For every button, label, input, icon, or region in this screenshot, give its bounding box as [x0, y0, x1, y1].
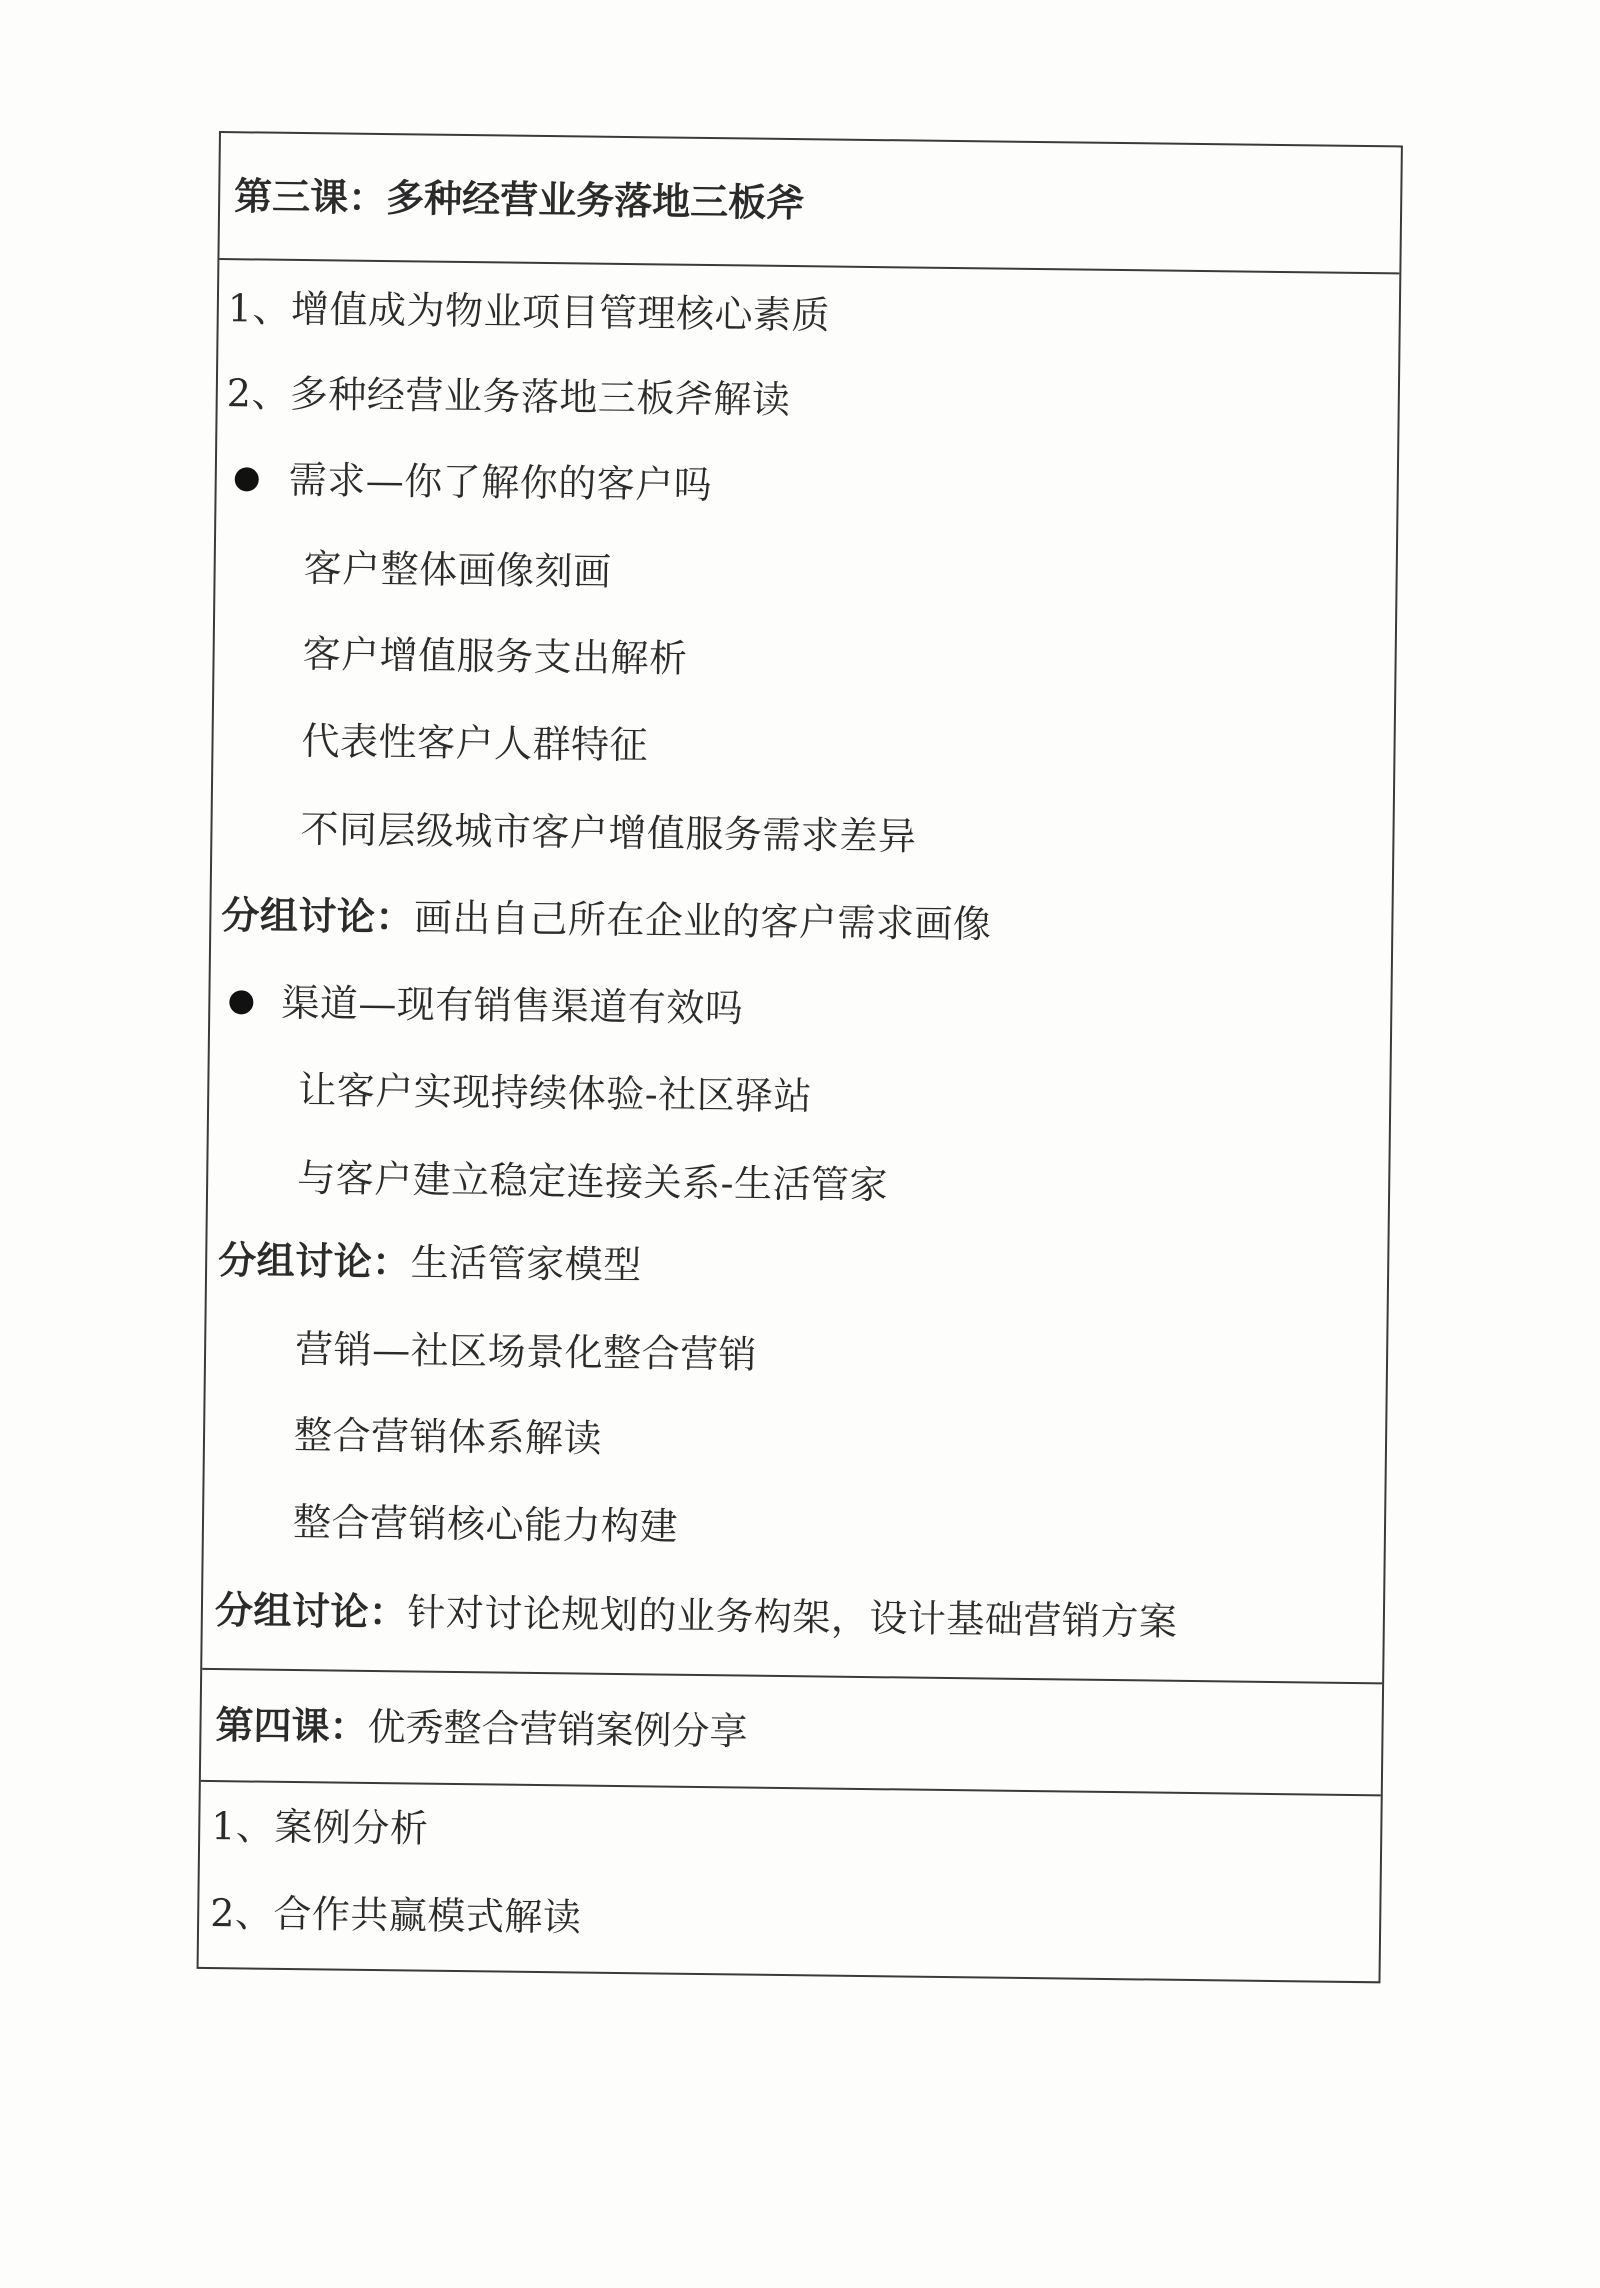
lesson-3-header: [219, 133, 1400, 274]
bullet-item: 需求—你了解你的客户吗: [288, 457, 713, 508]
sub-item: 营销—社区场景化整合营销: [294, 1327, 758, 1377]
lesson-label: 第四课：: [215, 1702, 368, 1749]
discussion-item: [215, 1588, 1178, 1644]
lesson-4-title: [215, 1703, 748, 1753]
lesson-title-text: 多种经营业务落地三板: [385, 174, 767, 225]
lesson-title-text: 优秀整合营销案例分享: [367, 1704, 748, 1754]
discussion-text: 画出自己所在企业的客户需求画像: [413, 895, 992, 947]
discussion-item: [221, 893, 992, 946]
discussion-item: [218, 1238, 642, 1287]
lesson-3-title: [233, 172, 805, 225]
bullet-item: 渠道—现有销售渠道有效吗: [281, 980, 744, 1031]
bullet-icon: [229, 990, 253, 1014]
sub-item: 整合营销体系解读: [293, 1413, 603, 1461]
list-item: 2、合作共赢模式解读: [209, 1891, 582, 1940]
lesson-3-content: [202, 260, 1399, 1684]
discussion-label: 分组讨论：: [214, 1587, 408, 1635]
discussion-label: 分组讨论：: [217, 1237, 411, 1285]
lesson-4-content: [199, 1782, 1381, 1981]
lesson-label: 第三课：: [233, 172, 387, 220]
list-item: 1、案例分析: [211, 1804, 429, 1851]
syllabus-table: [197, 131, 1403, 1983]
sub-item: 整合营销核心能力构建: [292, 1500, 679, 1549]
discussion-label: 分组讨论：: [221, 892, 415, 940]
bullet-icon: [235, 467, 259, 491]
sub-item: 不同层级城市客户增值服务需求差异: [300, 807, 917, 859]
list-item: 1、增值成为物业项目管理核心素质: [227, 286, 831, 338]
sub-item: 与客户建立稳定连接关系-生活管家: [296, 1156, 889, 1208]
list-item: 2、多种经营业务落地三板斧解读: [226, 371, 791, 422]
sub-item: 客户增值服务支出解析: [302, 632, 688, 681]
sub-item: 让客户实现持续体验-社区驿站: [298, 1068, 813, 1119]
lesson-4-header: [201, 1670, 1382, 1796]
discussion-text: 针对讨论规划的业务构架，设计基础营销方案: [407, 1590, 1178, 1644]
lesson-title-clipped-char: 斧: [765, 179, 805, 225]
sub-item: 客户整体画像刻画: [303, 546, 612, 594]
discussion-text: 生活管家模型: [410, 1240, 642, 1288]
sub-item: 代表性客户人群特征: [301, 719, 649, 768]
